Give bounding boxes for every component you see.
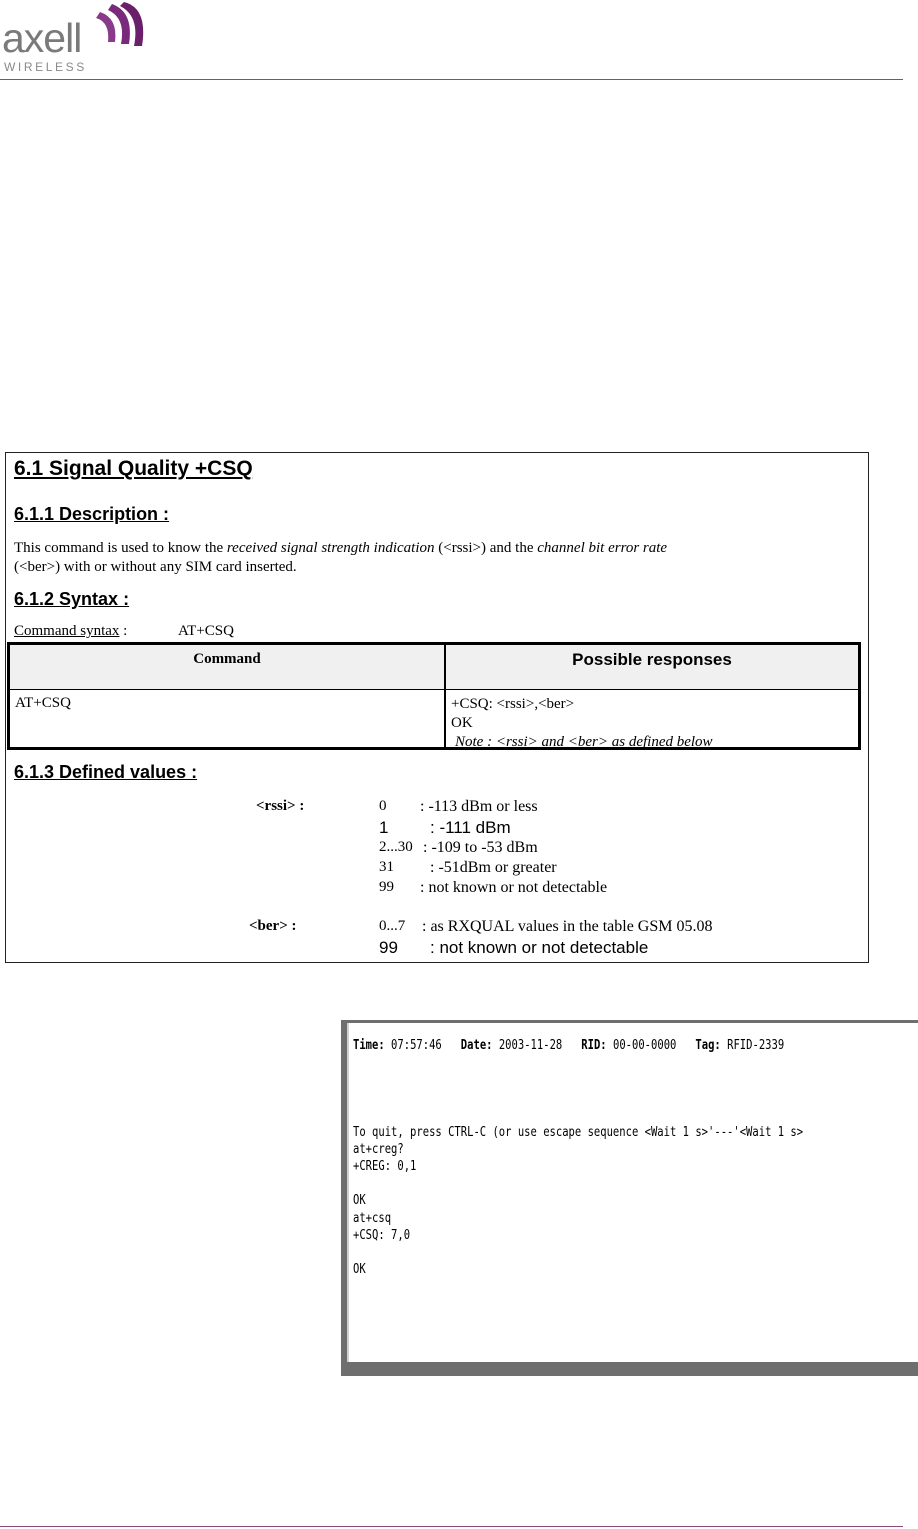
terminal-line: OK xyxy=(353,1192,366,1208)
section-title: 6.1 Signal Quality +CSQ xyxy=(14,457,253,480)
rssi-desc: : not known or not detectable xyxy=(420,879,608,896)
syntax-value: AT+CSQ xyxy=(178,623,234,639)
header-command: Command xyxy=(193,651,261,667)
rssi-value: 99 xyxy=(379,879,394,895)
ber-desc: : as RXQUAL values in the table GSM 05.08 xyxy=(422,918,713,935)
response-note: Note : <rssi> and <ber> as defined below xyxy=(455,734,713,750)
syntax-heading: 6.1.2 Syntax : xyxy=(14,589,130,609)
logo-wordmark: axell xyxy=(2,15,82,61)
syntax-line: Command syntax : AT+CSQ xyxy=(14,623,234,639)
terminal-line: at+creg? xyxy=(353,1141,404,1157)
rssi-desc: : -111 dBm xyxy=(430,818,511,837)
header-divider xyxy=(0,79,903,80)
rssi-value: 0 xyxy=(379,798,387,814)
command-table xyxy=(7,642,861,750)
terminal-window xyxy=(341,1020,918,1376)
rssi-value: 2...30 xyxy=(379,839,413,855)
description-text: This command is used to know the received signal strength indication (<rssi>) and the channel bit error rate (<ber>) with or without any SIM card inserted. xyxy=(14,540,668,575)
footer-divider xyxy=(0,1526,903,1527)
rssi-desc: : -113 dBm or less xyxy=(420,798,538,815)
rssi-value: 1 xyxy=(379,818,389,837)
rssi-key: <rssi> : xyxy=(256,798,305,814)
cell-responses: +CSQ: <rssi>,<ber> OK Note : <rssi> and <ber> as defined below xyxy=(451,696,713,750)
ber-key: <ber> : xyxy=(249,918,297,934)
spec-excerpt xyxy=(5,452,869,963)
ber-value: 0...7 xyxy=(379,918,406,934)
terminal-line: at+csq xyxy=(353,1210,392,1226)
terminal-status-line: Time: 07:57:46 Date: 2003-11-28 RID: 00-00-0000 Tag: RFID-2339 xyxy=(353,1037,785,1053)
logo-subtitle: WIRELESS xyxy=(4,60,87,74)
ber-desc: : not known or not detectable xyxy=(430,938,649,957)
logo-chevrons-icon xyxy=(88,2,144,52)
defined-values-heading: 6.1.3 Defined values : xyxy=(14,762,198,782)
terminal-status-bar xyxy=(341,1362,918,1376)
terminal-line: OK xyxy=(353,1261,366,1277)
terminal-line: To quit, press CTRL-C (or use escape sequence <Wait 1 s>'---'<Wait 1 s> xyxy=(353,1124,804,1140)
header-responses: Possible responses xyxy=(572,650,732,669)
rssi-value: 31 xyxy=(379,859,394,875)
rssi-desc: : -109 to -53 dBm xyxy=(423,839,538,856)
rssi-desc: : -51dBm or greater xyxy=(430,859,557,876)
description-heading: 6.1.1 Description : xyxy=(14,504,170,524)
terminal-line: +CSQ: 7,0 xyxy=(353,1227,411,1243)
terminal-line: +CREG: 0,1 xyxy=(353,1158,417,1174)
axell-wireless-logo xyxy=(0,0,160,78)
ber-value: 99 xyxy=(379,938,398,957)
cell-command: AT+CSQ xyxy=(15,695,71,711)
syntax-label: Command syntax xyxy=(14,623,120,639)
